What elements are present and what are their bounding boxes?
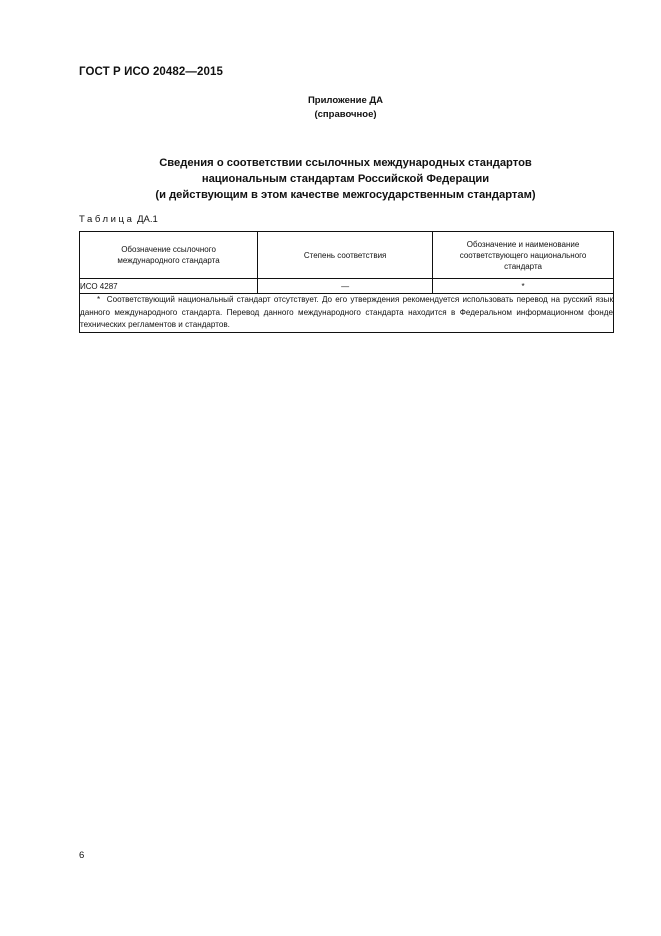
table-cell-reference: ИСО 4287 <box>80 279 258 294</box>
correspondence-table <box>79 231 614 333</box>
table-row <box>80 279 614 294</box>
appendix-heading <box>0 94 661 122</box>
table-label-word: Таблица <box>79 214 135 225</box>
section-title-line-1: Сведения о соответствии ссылочных международных стандартов <box>159 157 532 169</box>
table-header-row <box>80 232 614 279</box>
section-title-line-2: национальным стандартам Российской Федерации <box>201 173 490 185</box>
page-number: 6 <box>79 850 85 861</box>
table-footnote-row <box>80 294 614 333</box>
table-footnote <box>80 294 614 333</box>
section-title <box>0 155 661 203</box>
appendix-title: Приложение ДА <box>307 95 384 106</box>
section-title-line-3: (и действующим в этом качестве межгосударственным стандартам) <box>155 189 536 201</box>
document-header: ГОСТ Р ИСО 20482—2015 <box>79 66 224 78</box>
table-cell-degree: — <box>258 279 433 294</box>
footnote-text: Соответствующий национальный стандарт отсутствует. До его утверждения рекомендуется использовать перевод на русский язык данного международного стандарта. Перевод данного международного стандарта находится в Федеральном информационном фонде технических регламентов и стандартов. <box>80 295 614 330</box>
column-header-reference: Обозначение ссылочного международного стандарта <box>80 232 258 279</box>
table-label-number: ДА.1 <box>137 214 158 225</box>
appendix-note: (справочное) <box>314 109 377 120</box>
table-cell-national: * <box>433 279 614 294</box>
footnote-mark: * <box>97 295 101 304</box>
table-label <box>79 214 158 225</box>
column-header-national: Обозначение и наименование соответствующего национального стандарта <box>433 232 614 279</box>
column-header-degree: Степень соответствия <box>258 232 433 279</box>
